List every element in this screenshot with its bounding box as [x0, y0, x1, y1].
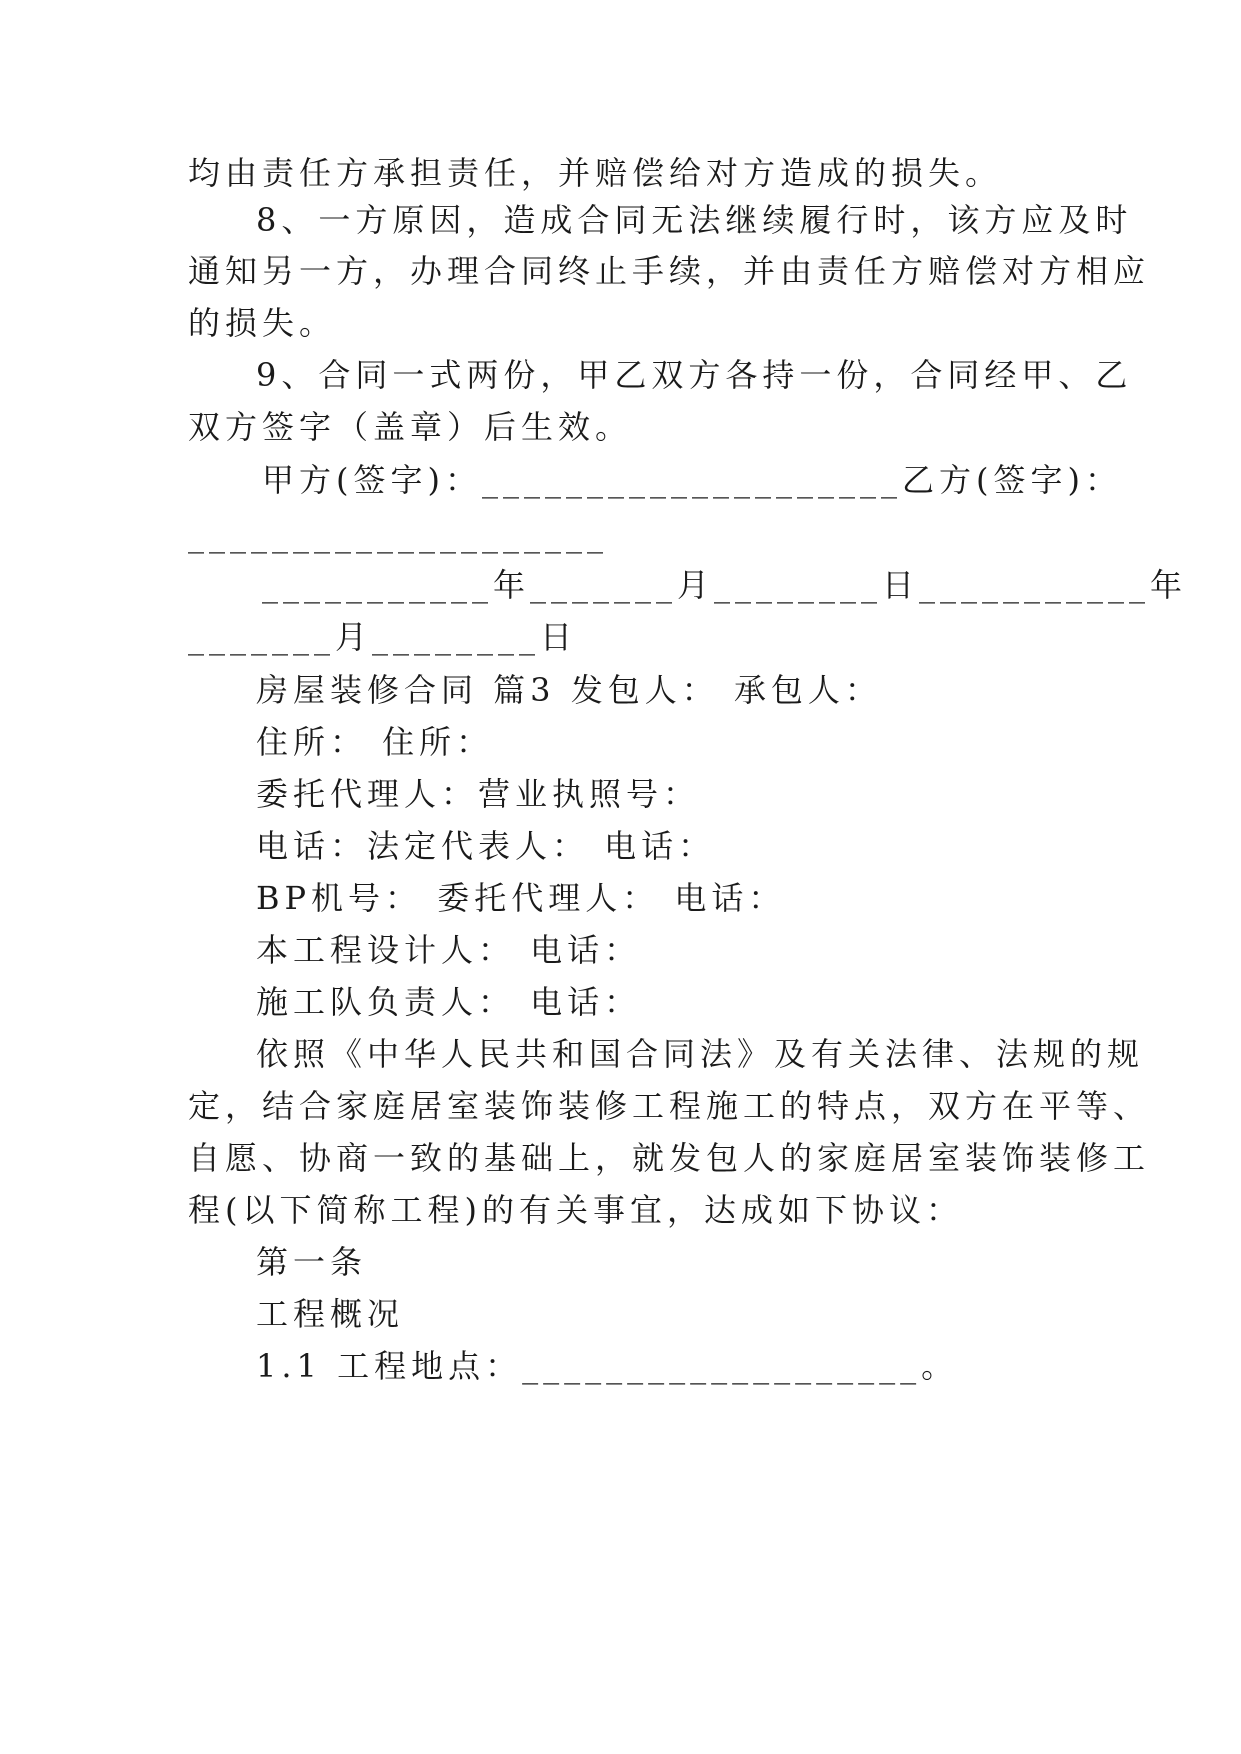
designer-line: 本工程设计人： 电话：: [256, 931, 642, 969]
agent-line: 委托代理人：营业执照号：: [256, 775, 701, 813]
construction-lead-line: 施工队负责人： 电话：: [256, 983, 642, 1021]
section-heading-line: 房屋装修合同 篇3 发包人： 承包人：: [256, 671, 882, 709]
signature-line: 甲方(签字)：____________________乙方(签字)：: [262, 461, 1122, 499]
article-title: 工程概况: [256, 1295, 405, 1333]
article-heading: 第一条: [256, 1243, 368, 1281]
phone-line: 电话：法定代表人： 电话：: [256, 827, 716, 865]
text-line: 的损失。: [188, 304, 337, 342]
site-location-line: 1.1 工程地点：___________________。: [256, 1347, 959, 1385]
address-line: 住所： 住所：: [256, 723, 494, 761]
text-line: 均由责任方承担责任，并赔偿给对方造成的损失。: [188, 154, 1003, 192]
bp-line: BP机号： 委托代理人： 电话：: [256, 879, 786, 917]
paragraph-line: 依照《中华人民共和国合同法》及有关法律、法规的规: [256, 1035, 1145, 1073]
text-line: 通知另一方，办理合同终止手续，并由责任方赔偿对方相应: [188, 252, 1151, 290]
paragraph-line: 定，结合家庭居室装饰装修工程施工的特点，双方在平等、: [188, 1087, 1151, 1125]
signature-blank: ____________________: [188, 516, 608, 554]
date-line-continued: _______月________日: [188, 618, 578, 656]
paragraph-line: 程(以下简称工程)的有关事宜，达成如下协议：: [188, 1191, 963, 1229]
clause-9-line: 9、合同一式两份，甲乙双方各持一份，合同经甲、乙: [256, 356, 1133, 394]
date-line: ___________年_______月________日___________年: [262, 566, 1188, 604]
paragraph-line: 自愿、协商一致的基础上，就发包人的家庭居室装饰装修工: [188, 1139, 1151, 1177]
text-line: 双方签字（盖章）后生效。: [188, 408, 633, 446]
clause-8-line: 8、一方原因，造成合同无法继续履行时，该方应及时: [256, 201, 1133, 239]
